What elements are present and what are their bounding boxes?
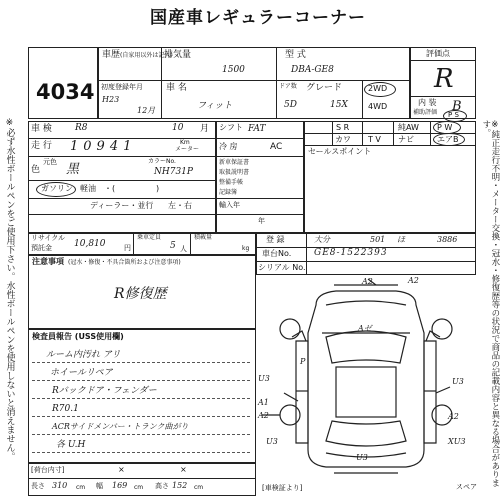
height-unit: cm (194, 484, 204, 491)
load-unit: kg (242, 245, 250, 252)
height-value: 152 (172, 481, 188, 490)
mileage-value: 10941 (70, 139, 137, 154)
height-label: 高さ (155, 482, 169, 490)
damage-label: A2 (408, 276, 419, 285)
damage-label: A2 (362, 277, 373, 286)
fuel-other: ・( (104, 184, 116, 193)
equip-airbag: エアB (437, 135, 459, 144)
ac-value: AC (270, 142, 283, 152)
report-line: R70.1 (52, 404, 79, 414)
color-value: 黒 (66, 162, 80, 177)
notes-title: 注意事項 (32, 257, 64, 266)
model-value: DBA-GE8 (291, 65, 334, 75)
fuel-gasoline: ガソリン (41, 184, 73, 193)
bed-x2: × (180, 465, 187, 474)
color-code-label: カラーNo. (148, 158, 176, 165)
deposit-value: 10,810 (74, 239, 106, 249)
plate-label: 登 録 (266, 235, 285, 244)
width-label: 幅 (96, 482, 103, 490)
report-line: 各 U.H (56, 440, 86, 450)
check-label: [車検証より] (262, 484, 303, 492)
report-title: 検査員報告 (USS使用欄) (32, 332, 124, 341)
equip-aw: 純AW (398, 123, 419, 132)
interior-value: B (452, 99, 462, 114)
interior-note: 補助評価 (413, 109, 438, 116)
first-reg-value: H23 (102, 95, 120, 104)
car-name-value: フィット (197, 101, 233, 111)
damage-label: XU3 (448, 437, 466, 446)
len-unit: cm (76, 484, 86, 491)
grade-value: 15X (330, 100, 348, 110)
damage-label: A2 (258, 411, 269, 420)
car-diagram (256, 275, 476, 483)
import-unit: 年 (258, 217, 265, 225)
width-value: 169 (112, 481, 128, 490)
len-label: 長さ (31, 482, 45, 490)
damage-label: U3 (452, 377, 464, 386)
capacity-label: 乗車定員 (137, 234, 162, 241)
drive-4wd: 4WD (368, 102, 388, 111)
damage-label: U3 (266, 437, 278, 446)
plate-kana: ほ (397, 235, 405, 244)
sales-point-label: セールスポイント (308, 147, 372, 156)
width-unit: cm (134, 484, 144, 491)
plate-area: 大分 (314, 235, 330, 244)
color-label: 色 (31, 165, 41, 175)
inspection-month: 10 (172, 123, 184, 133)
lot-number: 4034 (36, 80, 95, 104)
color-code: NH731P (154, 167, 193, 177)
displacement-label: 排気量 (164, 50, 192, 60)
right-side-note: ※純正走行不明・メーター交換・冠水・修復歴等の状況で商品の記載内容と異なる場合があります。 (480, 120, 500, 487)
plate-class: 501 (370, 235, 386, 244)
first-reg-label: 初度登録年月 (101, 83, 143, 91)
damage-label: P (300, 357, 306, 366)
equip-kawa: カワ (335, 135, 351, 144)
report-line: ルーム内汚れ アリ (46, 350, 121, 360)
plate-no: 3886 (437, 235, 458, 244)
eval-value: R (434, 64, 454, 94)
len-value: 310 (52, 481, 68, 490)
color-original: 元色 (43, 158, 57, 166)
history-note: (自家用以外は記入) (120, 52, 173, 59)
serial-label: シリアル No. (258, 263, 306, 272)
notes-handwritten: R修復歴 (114, 286, 167, 302)
deposit-label: 預託金 (31, 244, 52, 252)
fuel-close: ) (156, 184, 160, 193)
capacity-unit: 人 (180, 245, 187, 253)
spare-label: スペア (456, 483, 477, 491)
page-title: 国産車レギュラーコーナー (150, 8, 366, 28)
new-warranty: 新車保証書 (219, 159, 250, 166)
equip-pw: P W (437, 123, 453, 132)
left-side-note: ※必ず水性ボールペンをご使用下さい。水性ボールペンを使用しないと消えません。 (4, 118, 15, 461)
maint-record: 整備手帳 (219, 179, 244, 186)
eval-label: 評価点 (426, 49, 450, 58)
model-label: 型 式 (285, 50, 306, 60)
chassis-value: GE8-1522393 (314, 248, 388, 258)
damage-label: A1 (258, 398, 269, 407)
damage-label: U3 (258, 374, 270, 383)
interior-label: 内 装 (418, 98, 437, 107)
new-manual: 取扱説明書 (219, 169, 250, 176)
mileage-label: 走 行 (31, 141, 52, 151)
steering-label: 左・右 (168, 201, 192, 210)
grade-label: グレード (306, 83, 343, 93)
load-label: 積載量 (194, 234, 213, 241)
meter-label: メーター (175, 146, 200, 153)
inspection-month-unit: 月 (200, 124, 210, 134)
mileage-unit: Km (180, 139, 190, 146)
bed-x1: × (118, 465, 125, 474)
equip-sr: S R (336, 123, 350, 132)
shift-value: FAT (248, 124, 266, 134)
dealer-label: ディーラー・並行 (90, 201, 154, 210)
inspection-label: 車 検 (31, 124, 52, 134)
record-book: 記録簿 (219, 189, 238, 196)
bed-label: [荷台内寸] (31, 466, 65, 474)
notes-subtitle: (冠水・修復・不具合箇所および注意事項) (68, 259, 181, 266)
displacement-value: 1500 (222, 65, 245, 75)
equip-ps: P S (448, 111, 459, 119)
ac-label: 冷 房 (219, 142, 238, 151)
inspection-year: R8 (75, 123, 88, 133)
deposit-unit: 円 (124, 244, 131, 252)
fuel-light: 軽油 (80, 184, 96, 193)
chassis-label: 車台No. (262, 249, 292, 258)
report-line: ホイールリペア (50, 368, 113, 378)
drive-2wd: 2WD (368, 84, 388, 93)
doors-label: ドア数 (279, 83, 297, 90)
equip-tv: T V (368, 135, 381, 144)
capacity-value: 5 (170, 241, 176, 251)
history-label: 車歴 (102, 50, 121, 60)
report-line: ACRサイドメンバー・トランク曲がり (52, 422, 189, 431)
damage-label: U3 (356, 453, 368, 462)
car-name-label: 車 名 (166, 83, 187, 93)
import-label: 輸入年 (219, 201, 240, 209)
doors-value: 5D (284, 100, 297, 110)
report-line: Rバックドア・フェンダー (52, 386, 157, 396)
equip-navi: ナビ (398, 135, 414, 144)
damage-label: A2 (448, 412, 459, 421)
shift-label: シフト (219, 123, 243, 132)
recycle-label: リサイクル (31, 234, 66, 242)
first-reg-month: 12月 (137, 106, 156, 115)
damage-label: Aゼ (358, 324, 372, 333)
